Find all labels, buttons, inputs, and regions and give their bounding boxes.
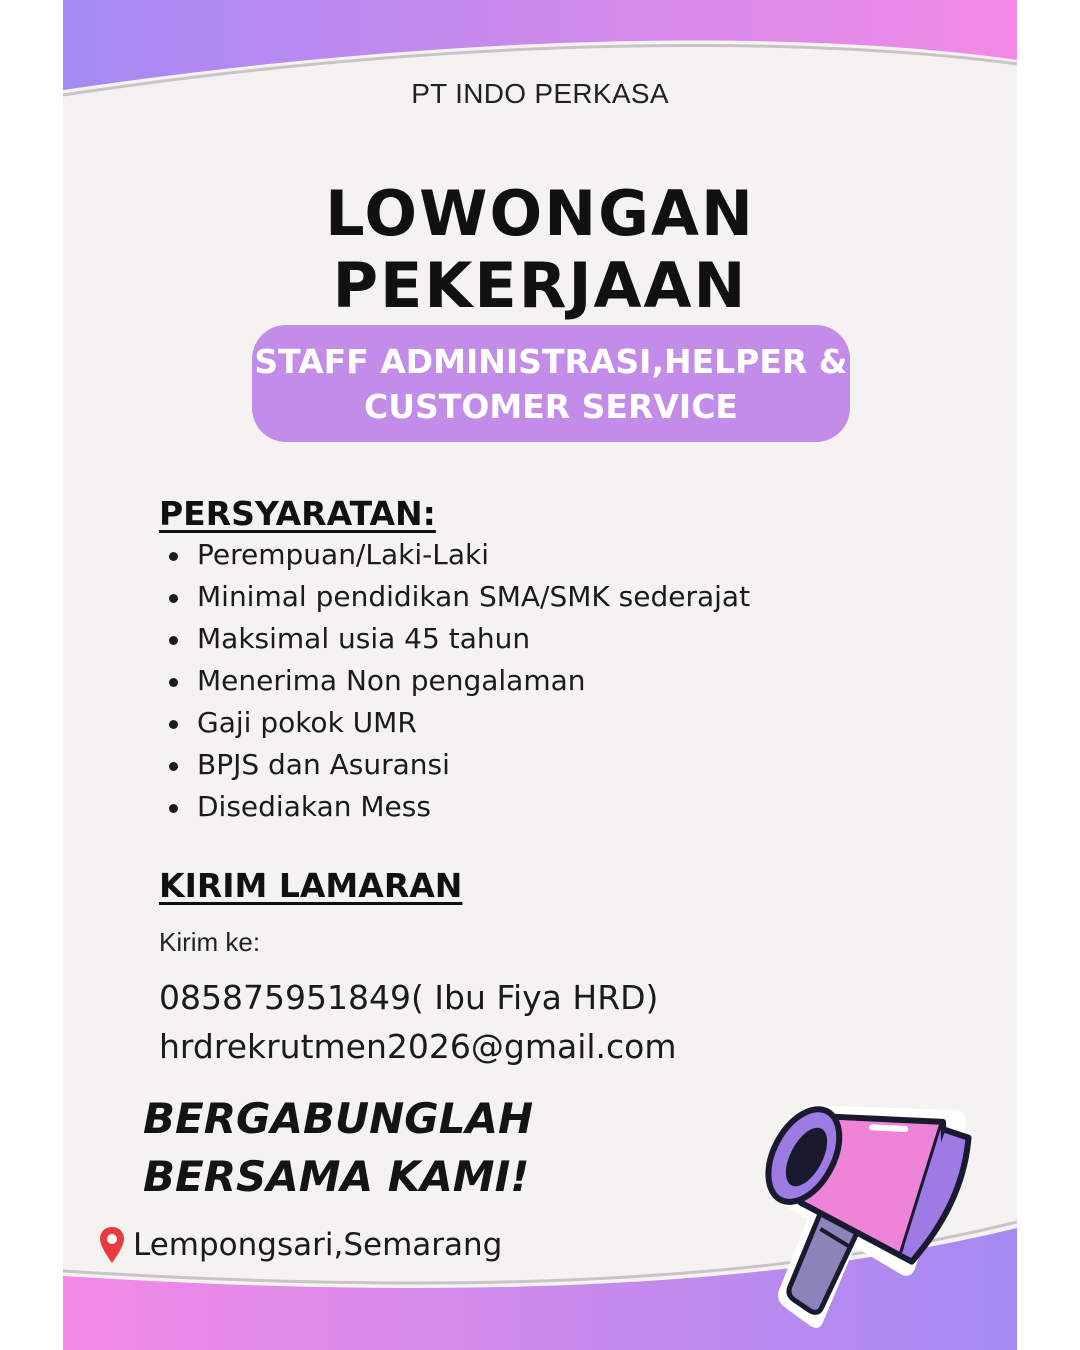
- list-item: Menerima Non pengalaman: [159, 661, 750, 703]
- job-poster: [63, 0, 1017, 1350]
- location-text: Lempongsari,Semarang: [133, 1227, 503, 1263]
- requirements-list: [159, 535, 750, 829]
- application-heading: KIRIM LAMARAN: [159, 866, 463, 905]
- list-item: Maksimal usia 45 tahun: [159, 619, 750, 661]
- slogan-line-1: BERGABUNGLAH: [143, 1094, 534, 1143]
- location: [97, 1225, 502, 1265]
- map-pin-icon: [97, 1225, 127, 1265]
- requirements-heading: PERSYARATAN:: [159, 494, 436, 533]
- phone-contact[interactable]: 085875951849( Ibu Fiya HRD): [159, 978, 659, 1017]
- position-badge: [252, 325, 850, 442]
- send-to-label: Kirim ke:: [159, 927, 261, 957]
- slogan-line-2: BERSAMA KAMI!: [143, 1152, 530, 1201]
- company-name: PT INDO PERKASA: [411, 78, 669, 109]
- list-item: Minimal pendidikan SMA/SMK sederajat: [159, 577, 750, 619]
- list-item: BPJS dan Asuransi: [159, 745, 750, 787]
- list-item: Disediakan Mess: [159, 787, 750, 829]
- megaphone-icon: [733, 1040, 1017, 1350]
- title-line-1: LOWONGAN: [325, 177, 755, 250]
- title-line-2: PEKERJAAN: [332, 249, 748, 322]
- slogan: [143, 1090, 533, 1206]
- position-line-2: CUSTOMER SERVICE: [364, 386, 738, 426]
- list-item: Perempuan/Laki-Laki: [159, 535, 750, 577]
- page-title: [63, 178, 1017, 322]
- email-contact[interactable]: hrdrekrutmen2026@gmail.com: [159, 1027, 677, 1066]
- list-item: Gaji pokok UMR: [159, 703, 750, 745]
- position-line-1: STAFF ADMINISTRASI,HELPER &: [254, 341, 848, 381]
